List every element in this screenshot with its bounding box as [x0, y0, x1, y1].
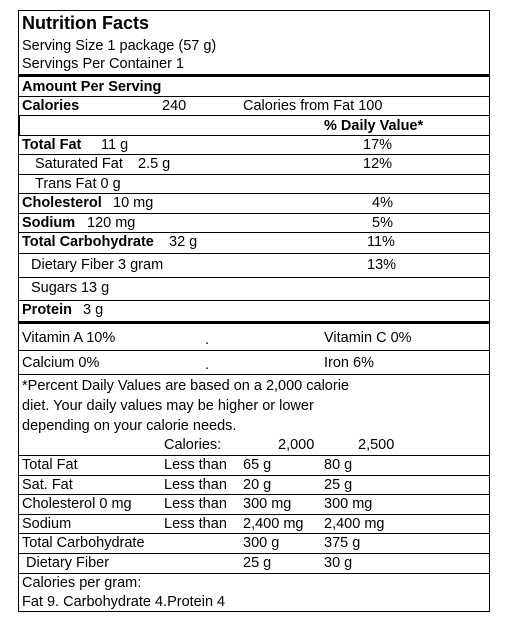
nutrient-name: Trans Fat 0 g	[35, 176, 121, 192]
rule	[19, 350, 489, 351]
reference-row	[19, 554, 489, 573]
nutrient-row-sodium	[19, 214, 489, 233]
reference-condition: Less than	[164, 516, 227, 532]
reference-col1: 2,000	[278, 437, 315, 453]
reference-row	[19, 515, 489, 534]
calories-from-fat: Calories from Fat 100	[243, 98, 383, 114]
serving-size: Serving Size 1 package (57 g)	[22, 38, 217, 54]
reference-calories-label: Calories:	[164, 437, 222, 453]
nutrient-name: Saturated Fat	[35, 156, 123, 172]
reference-row	[19, 495, 489, 514]
reference-value2: 375 g	[324, 535, 361, 551]
nutrient-row-protein	[19, 301, 489, 320]
vitamin-left: Vitamin A 10%	[22, 330, 116, 346]
nutrient-row-total-fat	[19, 136, 489, 155]
nutrient-dv: 13%	[367, 257, 397, 273]
rule	[19, 115, 20, 135]
footnote-line: diet. Your daily values may be higher or lower	[22, 398, 314, 414]
calories-per-gram-label: Calories per gram:	[22, 575, 142, 591]
reference-name: Sodium	[22, 516, 72, 532]
reference-row	[19, 456, 489, 475]
calories-per-gram-values: Fat 9. Carbohydrate 4.Protein 4	[22, 594, 226, 610]
calories-label: Calories	[22, 98, 80, 114]
reference-value2: 30 g	[324, 555, 353, 571]
reference-name: Total Fat	[22, 457, 78, 473]
nutrient-row-saturated-fat	[19, 155, 489, 174]
reference-name: Total Carbohydrate	[22, 535, 145, 551]
rule	[19, 374, 489, 375]
nutrient-row-dietary-fiber	[19, 255, 489, 275]
reference-col2: 2,500	[358, 437, 395, 453]
reference-row	[19, 476, 489, 495]
reference-value1: 25 g	[243, 555, 272, 571]
nutrient-dv: 5%	[372, 215, 393, 231]
nutrient-row-cholesterol	[19, 194, 489, 213]
vitamin-separator: .	[205, 332, 210, 348]
nutrient-amount: 3 g	[83, 302, 104, 318]
nutrient-row-trans-fat	[19, 175, 489, 194]
thick-rule	[19, 321, 489, 324]
nutrient-dv: 17%	[363, 137, 393, 153]
vitamin-separator: .	[205, 357, 210, 373]
reference-name: Cholesterol 0 mg	[22, 496, 132, 512]
nutrient-name: Sugars 13 g	[31, 280, 110, 296]
rule	[19, 115, 489, 116]
vitamin-row	[19, 329, 489, 349]
reference-value1: 300 g	[243, 535, 280, 551]
nutrient-name: Total Carbohydrate	[22, 234, 154, 250]
nutrient-amount: 120 mg	[87, 215, 136, 231]
daily-value-header: % Daily Value*	[324, 118, 424, 134]
reference-value1: 65 g	[243, 457, 272, 473]
nutrient-row-sugars	[19, 278, 489, 299]
rule	[19, 253, 489, 254]
nutrient-dv: 12%	[363, 156, 393, 172]
reference-value1: 300 mg	[243, 496, 292, 512]
reference-value2: 300 mg	[324, 496, 373, 512]
vitamin-right: Vitamin C 0%	[324, 330, 412, 346]
nutrient-row-total-carbohydrate	[19, 233, 489, 252]
nutrient-amount: 2.5 g	[138, 156, 171, 172]
reference-name: Sat. Fat	[22, 477, 73, 493]
nutrient-name: Cholesterol	[22, 195, 102, 211]
nutrient-name: Total Fat	[22, 137, 82, 153]
nutrient-name: Protein	[22, 302, 72, 318]
reference-condition: Less than	[164, 496, 227, 512]
label-title: Nutrition Facts	[22, 13, 150, 33]
vitamin-right: Iron 6%	[324, 355, 374, 371]
footnote-line: depending on your calorie needs.	[22, 418, 237, 434]
reference-row	[19, 534, 489, 553]
nutrient-dv: 4%	[372, 195, 393, 211]
reference-value2: 25 g	[324, 477, 353, 493]
vitamin-left: Calcium 0%	[22, 355, 100, 371]
reference-value1: 20 g	[243, 477, 272, 493]
footnote-line: *Percent Daily Values are based on a 2,000 calorie	[22, 378, 349, 394]
servings-per-container: Servings Per Container 1	[22, 56, 184, 72]
reference-value1: 2,400 mg	[243, 516, 304, 532]
amount-per-serving: Amount Per Serving	[22, 79, 162, 95]
reference-name: Dietary Fiber	[22, 555, 110, 571]
reference-condition: Less than	[164, 457, 227, 473]
reference-condition: Less than	[164, 477, 227, 493]
thick-rule	[19, 74, 489, 77]
nutrient-name: Sodium	[22, 215, 76, 231]
nutrient-dv: 11%	[367, 234, 395, 250]
reference-value2: 2,400 mg	[324, 516, 385, 532]
calories-value: 240	[162, 98, 187, 114]
reference-value2: 80 g	[324, 457, 353, 473]
vitamin-row	[19, 354, 489, 374]
nutrient-amount: 11 g	[101, 137, 129, 153]
nutrition-facts-panel	[18, 10, 490, 612]
nutrient-name: Dietary Fiber 3 gram	[31, 257, 164, 273]
nutrient-amount: 10 mg	[113, 195, 154, 211]
nutrient-amount: 32 g	[169, 234, 198, 250]
